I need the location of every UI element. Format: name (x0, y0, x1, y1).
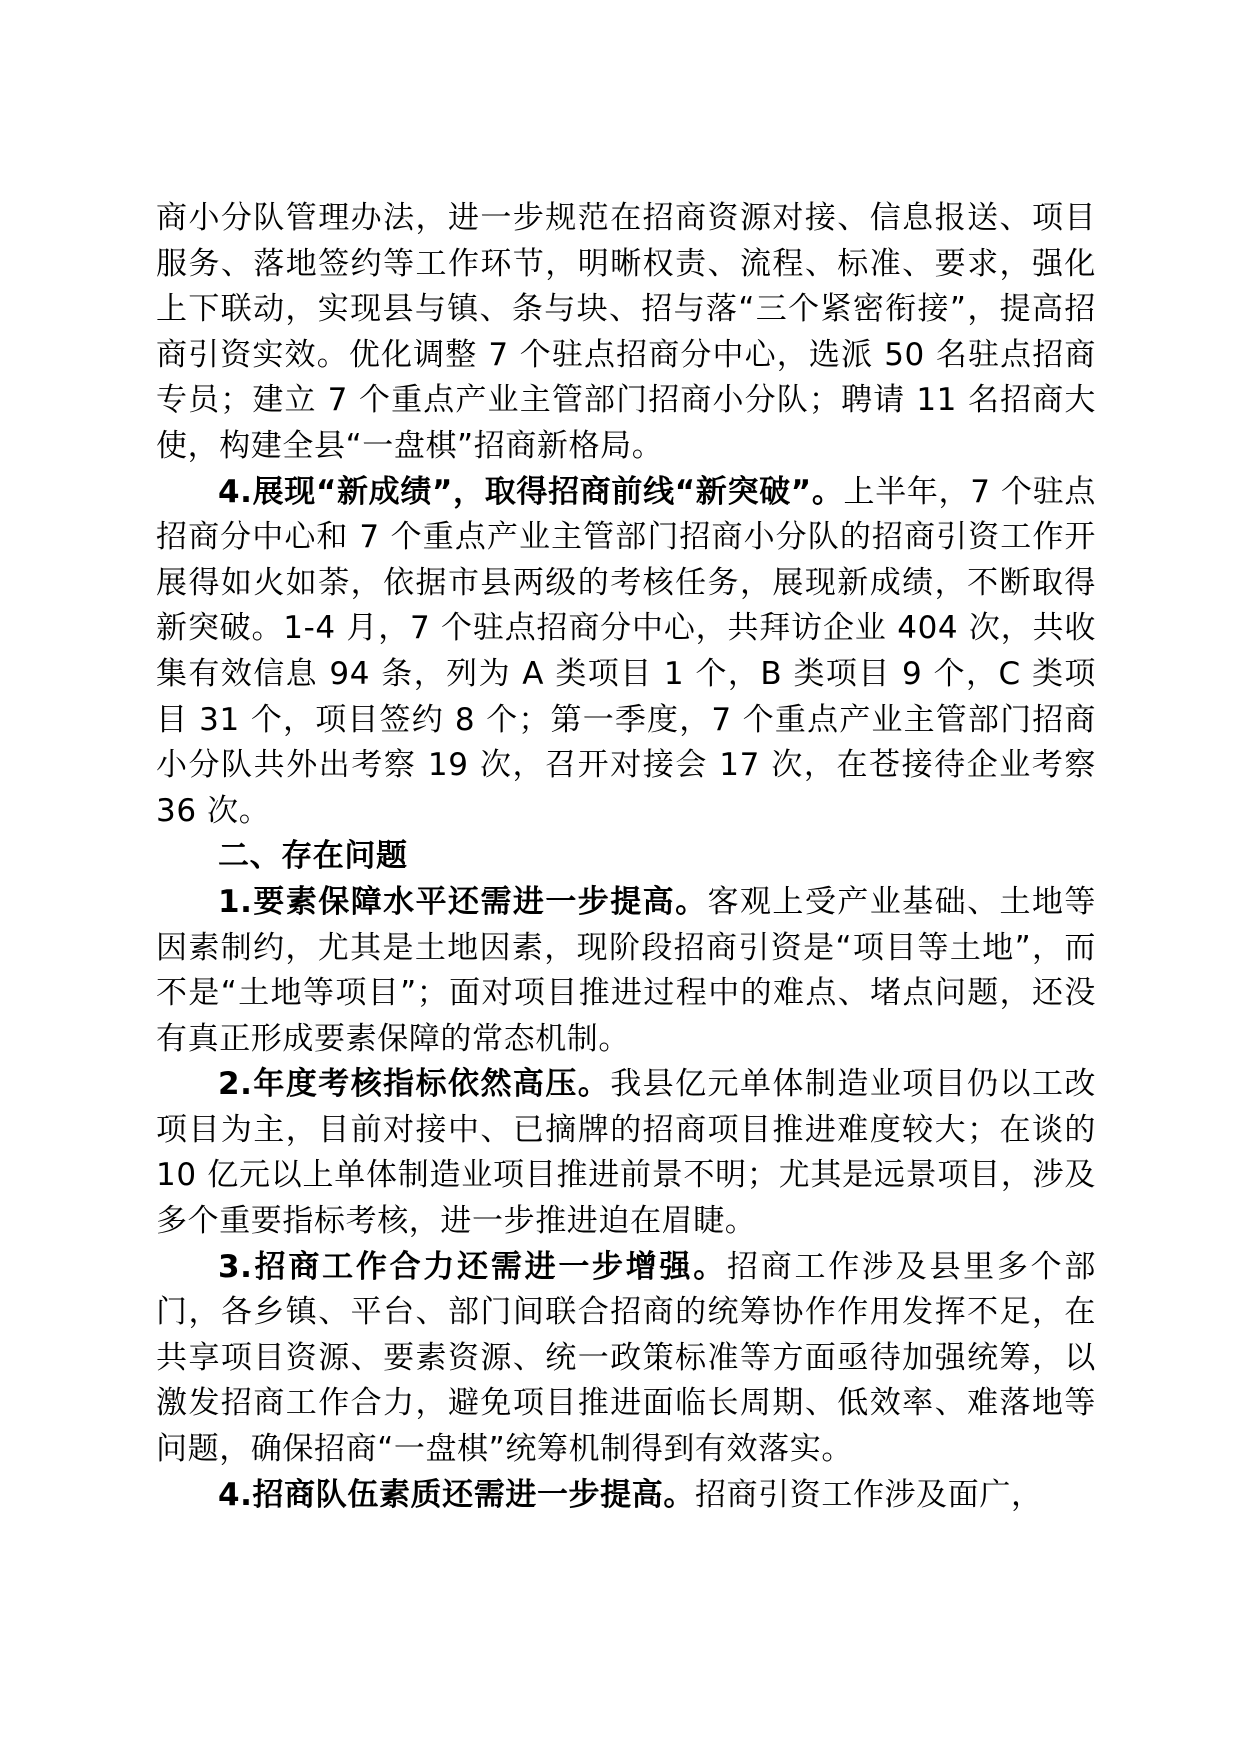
paragraph-4-text: 我县亿元单体制造业项目仍以工改项目为主，目前对接中、已摘牌的招商项目推进难度较大；在谈的 10 亿元以上单体制造业项目推进前景不明；尤其是远景项目，涉及多个重要指标考核，进一步推进迫在眉睫。 (156, 1066, 1096, 1240)
paragraph-3-text: 客观上受产业基础、土地等因素制约，尤其是土地因素，现阶段招商引资是“项目等土地”，而不是“土地等项目”；面对项目推进过程中的难点、堵点问题，还没有真正形成要素保障的常态机制。 (156, 883, 1096, 1057)
section-heading (156, 834, 1096, 880)
paragraph-4-lead: 2.年度考核指标依然高压。 (218, 1066, 611, 1103)
paragraph-1-text: 商小分队管理办法，进一步规范在招商资源对接、信息报送、项目服务、落地签约等工作环节，明晰权责、流程、标准、要求，强化上下联动，实现县与镇、条与块、招与落“三个紧密衔接”，提高招商引资实效。优化调整 7 个驻点招商分中心，选派 50 名驻点招商专员；建立 7 个重点产业主管部门招商小分队；聘请 11 名招商大使，构建全县“一盘棋”招商新格局。 (156, 200, 1096, 464)
document-page (156, 196, 1096, 1518)
section-heading-text: 二、存在问题 (218, 838, 408, 875)
paragraph-2-text: 上半年，7 个驻点招商分中心和 7 个重点产业主管部门招商小分队的招商引资工作开展得如火如荼，依据市县两级的考核任务，展现新成绩，不断取得新突破。1-4 月，7 个驻点招商分中心，共拜访企业 404 次，共收集有效信息 94 条，列为 A 类项目 1 个，B 类项目 9 个，C 类项目 31 个，项目签约 8 个；第一季度，7 个重点产业主管部门招商小分队共外出考察 19 次，召开对接会 17 次，在苍接待企业考察 36 次。 (156, 473, 1096, 829)
paragraph-3-lead: 1.要素保障水平还需进一步提高。 (218, 883, 708, 920)
paragraph-1 (156, 196, 1096, 470)
paragraph-6-lead: 4.招商队伍素质还需进一步提高。 (218, 1476, 695, 1513)
paragraph-5-text: 招商工作涉及县里多个部门，各乡镇、平台、部门间联合招商的统筹协作作用发挥不足，在共享项目资源、要素资源、统一政策标准等方面亟待加强统筹，以激发招商工作合力，避免项目推进面临长周期、低效率、难落地等问题，确保招商“一盘棋”统筹机制得到有效落实。 (156, 1248, 1096, 1468)
paragraph-5 (156, 1245, 1096, 1473)
paragraph-3 (156, 880, 1096, 1062)
paragraph-6-text: 招商引资工作涉及面广， (694, 1476, 1043, 1513)
paragraph-5-lead: 3.招商工作合力还需进一步增强。 (218, 1248, 728, 1285)
paragraph-2 (156, 470, 1096, 835)
paragraph-4 (156, 1062, 1096, 1244)
paragraph-6 (156, 1473, 1096, 1519)
paragraph-2-lead: 4.展现“新成绩”，取得招商前线“新突破”。 (218, 473, 844, 510)
